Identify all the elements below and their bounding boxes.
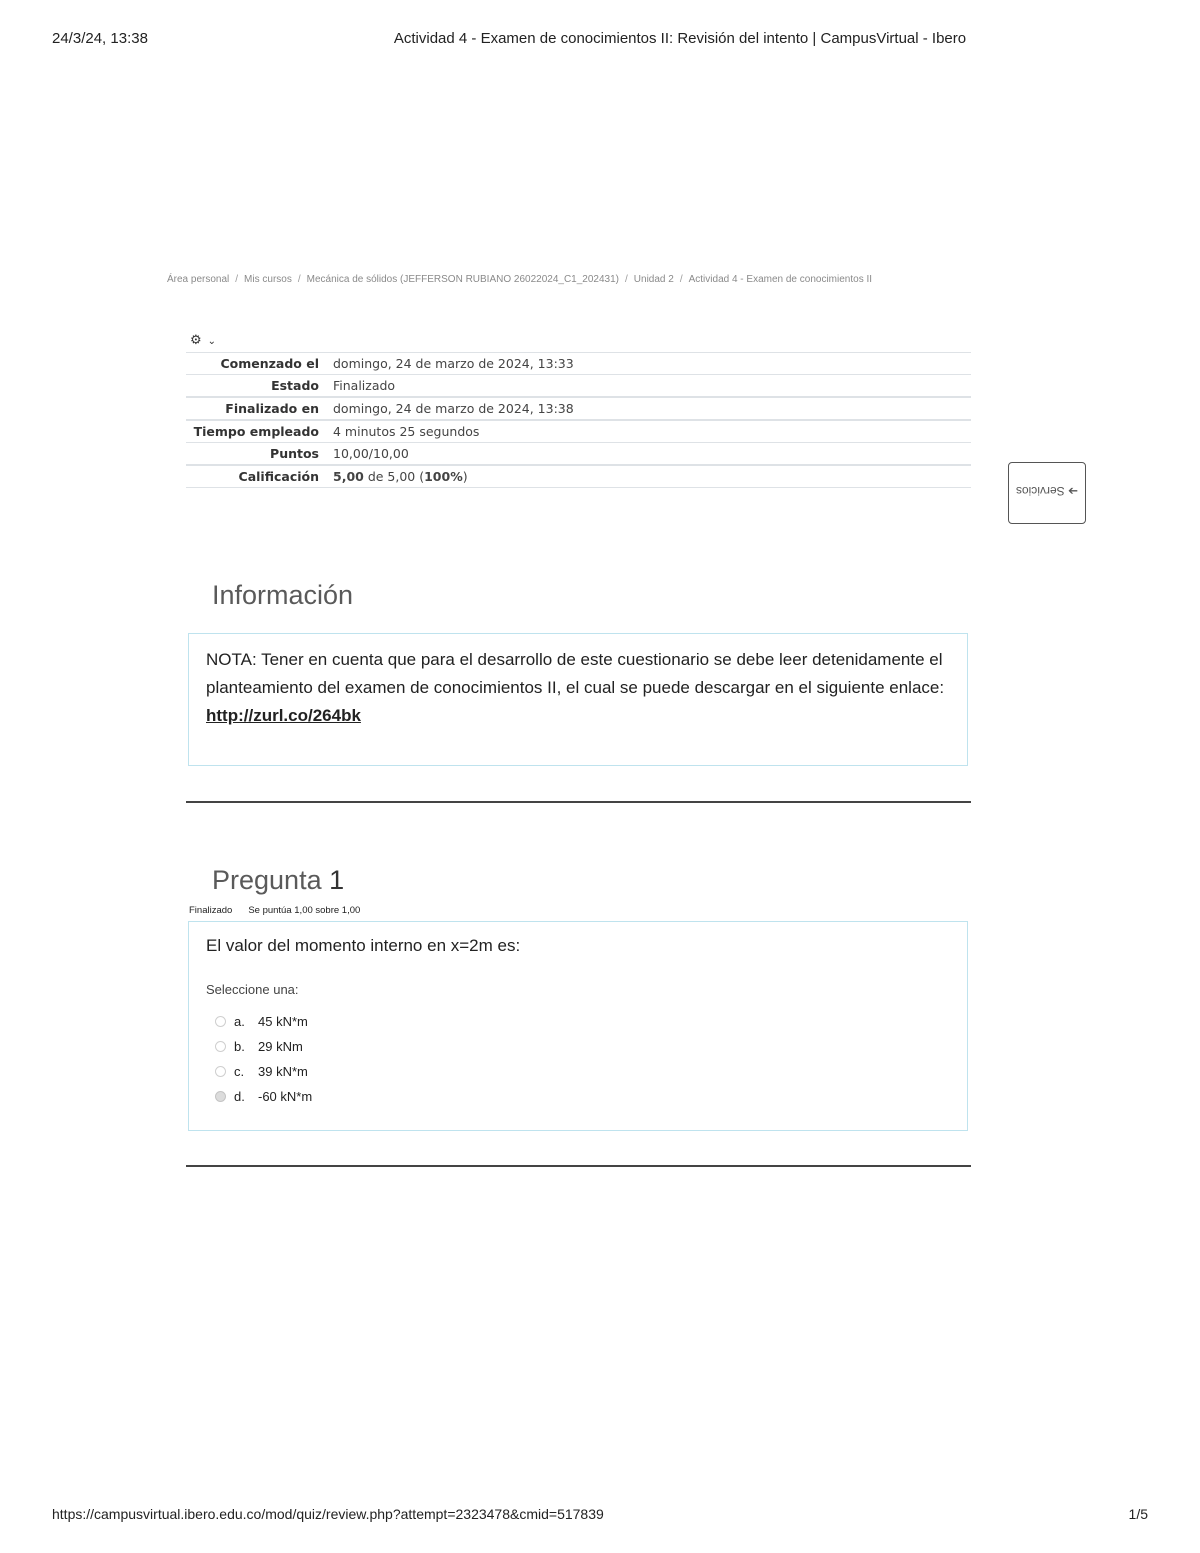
settings-menu-button[interactable]	[190, 332, 216, 348]
breadcrumb-item-unit[interactable]: Unidad 2	[633, 274, 674, 285]
summary-value: domingo, 24 de marzo de 2024, 13:33	[327, 353, 971, 375]
print-page-number: 1/5	[1128, 1506, 1148, 1522]
breadcrumb-item-course[interactable]: Mecánica de sólidos (JEFFERSON RUBIANO 26022024_C1_202431)	[306, 274, 620, 285]
answer-option[interactable]	[206, 1034, 950, 1059]
summary-value: domingo, 24 de marzo de 2024, 13:38	[327, 397, 971, 420]
print-date: 24/3/24, 13:38	[52, 30, 148, 47]
download-link[interactable]: http://zurl.co/264bk	[206, 706, 361, 725]
question-prompt: Seleccione una:	[206, 982, 299, 997]
servicios-label: Servicios	[1015, 484, 1065, 498]
summary-row	[186, 375, 971, 398]
summary-label: Estado	[186, 375, 327, 398]
breadcrumb-item-activity[interactable]: Actividad 4 - Examen de conocimientos II	[688, 274, 873, 285]
breadcrumb-separator: /	[625, 274, 628, 285]
summary-label: Calificación	[186, 465, 327, 488]
breadcrumb-item-area-personal[interactable]: Área personal	[167, 274, 230, 285]
grade-percent: 100%	[424, 469, 463, 484]
option-text: 29 kNm	[258, 1039, 303, 1054]
section-divider	[186, 801, 971, 803]
chevron-down-icon: ⌄	[207, 336, 217, 347]
summary-value: 10,00/10,00	[327, 443, 971, 466]
question-title	[212, 865, 344, 896]
summary-label: Tiempo empleado	[186, 420, 327, 443]
option-letter: b.	[234, 1039, 245, 1054]
summary-value: 4 minutos 25 segundos	[327, 420, 971, 443]
grade-score: 5,00	[333, 469, 364, 484]
question-info	[189, 905, 360, 916]
option-text: -60 kN*m	[258, 1089, 313, 1104]
servicios-button[interactable]	[1008, 462, 1086, 524]
answer-options	[206, 1009, 950, 1109]
question-number: 1	[329, 865, 345, 895]
summary-row	[186, 353, 971, 375]
summary-grade-value	[327, 465, 971, 488]
section-divider	[186, 1165, 971, 1167]
summary-row	[186, 443, 971, 466]
option-text: 39 kN*m	[258, 1064, 308, 1079]
attempt-summary-table	[186, 352, 971, 488]
breadcrumb-item-mis-cursos[interactable]: Mis cursos	[244, 274, 292, 285]
info-title: Información	[212, 580, 354, 610]
question-text: El valor del momento interno en x=2m es:	[206, 936, 521, 955]
servicios-content	[1009, 484, 1085, 498]
option-letter: d.	[234, 1089, 245, 1104]
breadcrumb-separator: /	[297, 274, 301, 285]
breadcrumb-separator: /	[235, 274, 239, 285]
question-state: Finalizado	[189, 905, 233, 916]
option-letter: c.	[234, 1064, 245, 1079]
radio-button[interactable]	[215, 1016, 226, 1027]
gear-icon: ⚙	[190, 332, 202, 347]
summary-label: Comenzado el	[186, 353, 327, 375]
info-box	[188, 633, 968, 766]
grade-total: de 5,00 (	[363, 469, 425, 484]
answer-option[interactable]	[206, 1084, 950, 1109]
option-letter: a.	[234, 1014, 245, 1029]
arrow-right-icon: ➔	[1067, 484, 1079, 498]
answer-option[interactable]	[206, 1059, 950, 1084]
grade-close: )	[462, 469, 468, 484]
summary-row	[186, 465, 971, 488]
radio-button[interactable]	[215, 1041, 226, 1052]
print-header	[52, 30, 1148, 50]
breadcrumb-separator: /	[679, 274, 683, 285]
radio-button-selected[interactable]	[215, 1091, 226, 1102]
question-title-word: Pregunta	[212, 865, 322, 895]
summary-row	[186, 420, 971, 443]
summary-label: Puntos	[186, 443, 327, 466]
option-text: 45 kN*m	[258, 1014, 308, 1029]
print-footer	[52, 1506, 1148, 1526]
print-title: Actividad 4 - Examen de conocimientos II: Revisión del intento | CampusVirtual - Ibero	[393, 30, 967, 47]
print-url: https://campusvirtual.ibero.edu.co/mod/quiz/review.php?attempt=2323478&cmid=517839	[52, 1506, 604, 1522]
question-mark: Se puntúa 1,00 sobre 1,00	[248, 905, 361, 916]
summary-row	[186, 397, 971, 420]
breadcrumb	[167, 274, 872, 285]
summary-value: Finalizado	[327, 375, 971, 398]
info-text: NOTA: Tener en cuenta que para el desarrollo de este cuestionario se debe leer detenidamente el planteamiento del examen de conocimientos II, el cual se puede descargar en el siguiente enlace:	[206, 650, 945, 697]
answer-option[interactable]	[206, 1009, 950, 1034]
question-box	[188, 921, 968, 1131]
summary-label: Finalizado en	[186, 397, 327, 420]
radio-button[interactable]	[215, 1066, 226, 1077]
